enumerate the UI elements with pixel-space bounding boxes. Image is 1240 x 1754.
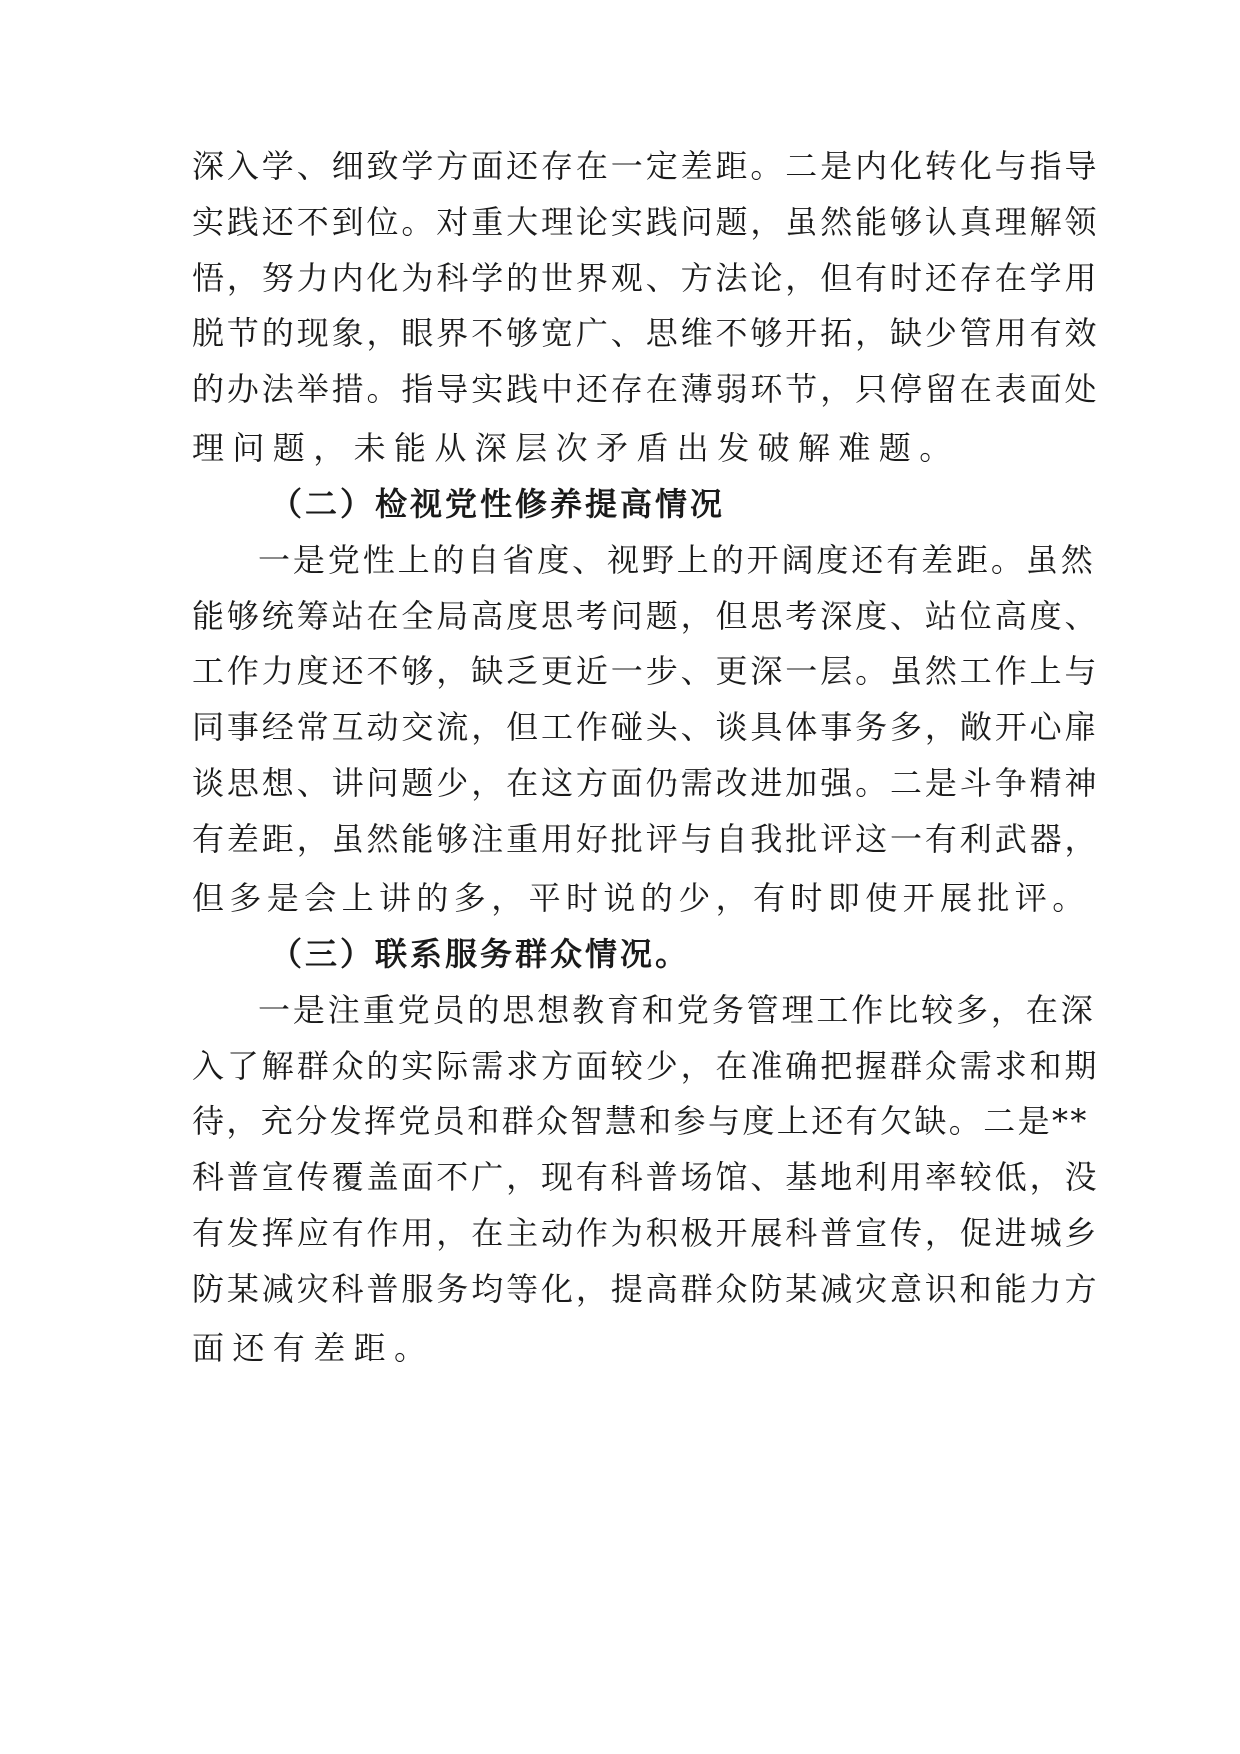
para3-line-1: 一是注重党员的思想教育和党务管理工作比较多，在深 xyxy=(258,991,1096,1029)
para2-line-5: 谈思想、讲问题少，在这方面仍需改进加强。二是斗争精神 xyxy=(192,764,1100,802)
para3-line-2: 入了解群众的实际需求方面较少，在准确把握群众需求和期 xyxy=(192,1047,1100,1085)
para2-line-6: 有差距，虽然能够注重用好批评与自我批评这一有利武器， xyxy=(192,820,1100,858)
para1-line-6: 理问题，未能从深层次矛盾出发破解难题。 xyxy=(192,429,960,467)
para1-line-1: 深入学、细致学方面还存在一定差距。二是内化转化与指导 xyxy=(192,147,1100,185)
para2-line-1: 一是党性上的自省度、视野上的开阔度还有差距。虽然 xyxy=(258,541,1096,579)
para3-line-6: 防某减灾科普服务均等化，提高群众防某减灾意识和能力方 xyxy=(192,1270,1100,1308)
para2-line-4: 同事经常互动交流，但工作碰头、谈具体事务多，敞开心扉 xyxy=(192,708,1100,746)
para3-line-4: 科普宣传覆盖面不广，现有科普场馆、基地利用率较低，没 xyxy=(192,1158,1100,1196)
para3-line-7: 面还有差距。 xyxy=(192,1329,435,1367)
para2-line-7: 但多是会上讲的多，平时说的少，有时即使开展批评。 xyxy=(192,879,1090,917)
para1-line-3: 悟，努力内化为科学的世界观、方法论，但有时还存在学用 xyxy=(192,259,1100,297)
para2-line-2: 能够统筹站在全局高度思考问题，但思考深度、站位高度、 xyxy=(192,597,1100,635)
para3-line-5: 有发挥应有作用，在主动作为积极开展科普宣传，促进城乡 xyxy=(192,1214,1100,1252)
para2-line-3: 工作力度还不够，缺乏更近一步、更深一层。虽然工作上与 xyxy=(192,652,1100,690)
para1-line-5: 的办法举措。指导实践中还存在薄弱环节，只停留在表面处 xyxy=(192,370,1100,408)
section-heading-2: （二）检视党性修养提高情况 xyxy=(270,485,726,523)
section-heading-3: （三）联系服务群众情况。 xyxy=(270,935,691,973)
para1-line-2: 实践还不到位。对重大理论实践问题，虽然能够认真理解领 xyxy=(192,203,1100,241)
para3-line-3: 待，充分发挥党员和群众智慧和参与度上还有欠缺。二是** xyxy=(192,1102,1089,1140)
para1-line-4: 脱节的现象，眼界不够宽广、思维不够开拓，缺少管用有效 xyxy=(192,314,1100,352)
